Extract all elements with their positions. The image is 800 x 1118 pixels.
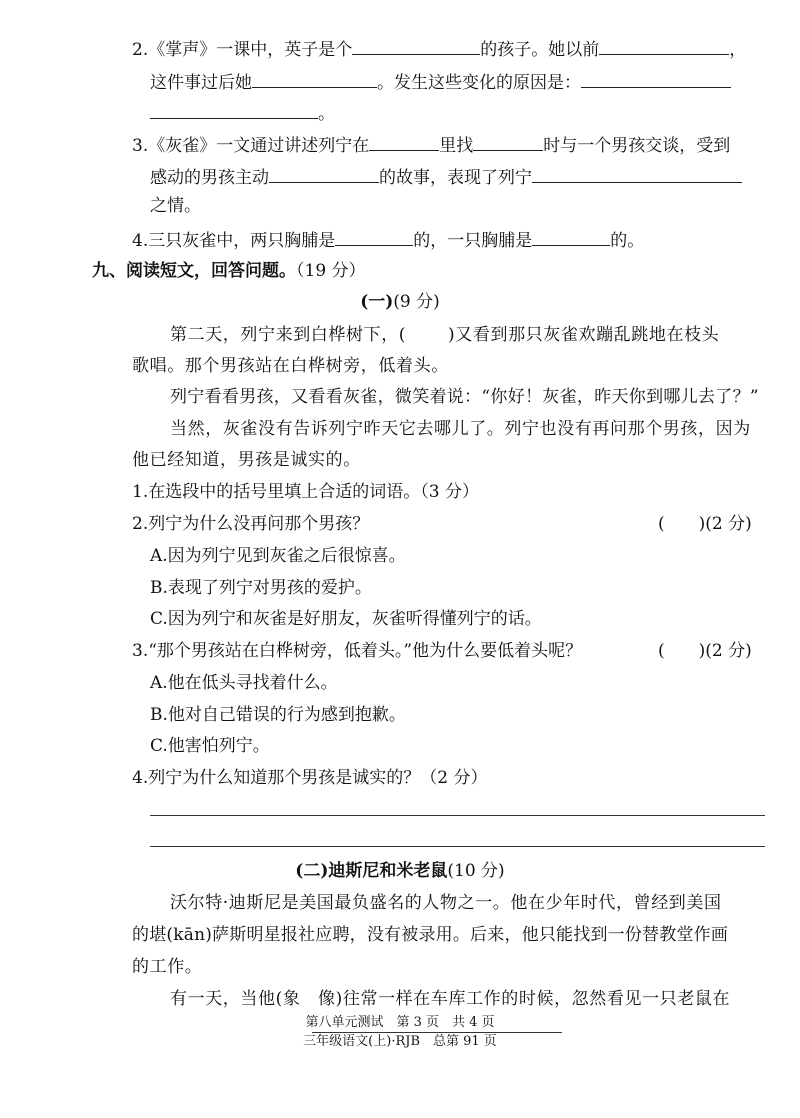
p1-question-3-option-a-text: A.他在低头寻找着什么。 (150, 673, 338, 693)
footer-divider (312, 1032, 562, 1033)
passage-2-line-2 (132, 924, 728, 946)
p1-question-3-option-c-text: C.他害怕列宁。 (150, 736, 270, 756)
p1-question-2-option-c-text: C.因为列宁和灰雀是好朋友，灰雀听得懂列宁的话。 (150, 609, 542, 629)
answer-line-2[interactable] (150, 846, 765, 847)
q4-line (132, 227, 644, 252)
page-footer-line-1 (0, 1015, 800, 1031)
q2-blank-1[interactable] (352, 36, 480, 55)
q3-blank-2[interactable] (473, 132, 543, 151)
q3-text-5: 的故事，表现了列宁 (379, 168, 532, 188)
page-footer-text-2: 三年级语文(上)·RJB 总第 91 页 (303, 1034, 497, 1049)
section-9-score: （19 分） (296, 261, 366, 281)
q4-text-3: 的。 (610, 231, 645, 251)
q4-text-1: 4.三只灰雀中，两只胸脯是 (132, 231, 336, 251)
p1-question-2-score[interactable] (658, 513, 752, 535)
section-9-heading (92, 260, 366, 282)
q3-text-4: 感动的男孩主动 (150, 168, 269, 188)
q2-line-2 (150, 69, 731, 94)
q2-text-3: ， (729, 40, 747, 60)
passage-2-line-3 (132, 956, 202, 978)
passage-2-title: (二)迪斯尼和米老鼠 (295, 861, 448, 881)
q3-text-3: 时与一个男孩交谈，受到 (543, 136, 731, 156)
passage-1-line-5 (132, 449, 361, 471)
q3-blank-1[interactable] (369, 132, 439, 151)
q2-blank-3[interactable] (252, 69, 377, 88)
p1-question-2-option-a (150, 545, 406, 567)
passage-1-heading (0, 291, 800, 313)
p1-question-1-text: 1.在选段中的括号里填上合适的词语。（3 分） (132, 482, 479, 502)
p1-question-1 (132, 481, 479, 503)
q4-blank-1[interactable] (335, 227, 413, 246)
q3-blank-4[interactable] (532, 164, 742, 183)
q3-line-3 (150, 195, 201, 217)
p1-question-2-option-b (150, 577, 372, 599)
p1-question-2-option-a-text: A.因为列宁见到灰雀之后很惊喜。 (150, 546, 406, 566)
passage-1-text-2: 列宁看看男孩，又看看灰雀，微笑着说：“你好！灰雀，昨天你到哪儿去了？” (170, 387, 759, 407)
p1-question-3-score[interactable] (658, 640, 752, 662)
p1-question-3-option-c (150, 735, 270, 757)
passage-1-line-3 (170, 386, 759, 408)
p1-question-3-text: 3.“那个男孩站在白桦树旁，低着头。”他为什么要低着头呢？ (132, 641, 583, 661)
q2-text-6: 。 (318, 104, 335, 124)
q2-line-1 (132, 36, 746, 61)
page-footer-text-1: 第八单元测试 第 3 页 共 4 页 (305, 1015, 495, 1030)
q3-text-1: 3.《灰雀》一文通过讲述列宁在 (132, 136, 370, 156)
q4-blank-2[interactable] (532, 227, 610, 246)
passage-1-text-1b: )又看到那只灰雀欢蹦乱跳地在枝头 (448, 325, 720, 345)
section-9-title: 九、阅读短文，回答问题。 (92, 261, 296, 281)
p1-question-3-option-b-text: B.他对自己错误的行为感到抱歉。 (150, 705, 406, 725)
p1-question-3-answer-bracket: ( )(2 分) (658, 641, 752, 661)
p1-question-2-text: 2.列宁为什么没再问那个男孩？ (132, 514, 370, 534)
passage-1-line-2 (132, 355, 449, 377)
p1-question-3-option-a (150, 672, 338, 694)
passage-1-score: (9 分) (393, 292, 440, 312)
q3-text-6: 之情。 (150, 196, 201, 216)
passage-2-heading (0, 860, 800, 882)
passage-2-score: (10 分) (447, 861, 505, 881)
q3-blank-3[interactable] (269, 164, 379, 183)
p1-question-3 (132, 640, 582, 662)
p1-question-2-answer-bracket: ( )(2 分) (658, 514, 752, 534)
page-footer-line-2 (0, 1034, 800, 1050)
p1-question-2 (132, 513, 369, 535)
passage-1-text-3b: 他已经知道，男孩是诚实的。 (132, 450, 361, 470)
passage-2-line-1 (170, 892, 722, 914)
passage-2-text-2: 的堪(kān)萨斯明星报社应聘，没有被录用。后来，他只能找到一份替教堂作画 (132, 925, 729, 945)
q2-text-5: 。发生这些变化的原因是： (377, 73, 581, 93)
q2-text-4: 这件事过后她 (150, 73, 252, 93)
q3-text-2: 里找 (439, 136, 474, 156)
passage-1-line-4 (170, 418, 751, 440)
answer-line-1[interactable] (150, 815, 765, 816)
q3-line-2 (150, 164, 742, 189)
passage-1-title: (一) (360, 292, 394, 312)
p1-question-2-option-b-text: B.表现了列宁对男孩的爱护。 (150, 578, 372, 598)
q3-line-1 (132, 132, 730, 157)
q2-line-3 (150, 100, 335, 125)
passage-1-text-1a: 第二天，列宁来到白桦树下，( (170, 325, 407, 345)
q4-text-2: 的，一只胸脯是 (413, 231, 533, 251)
p1-question-2-option-c (150, 608, 542, 630)
passage-2-text-3: 的工作。 (132, 957, 203, 977)
q2-text-2: 的孩子。她以前 (480, 40, 600, 60)
q2-text-1: 2.《掌声》一课中，英子是个 (132, 40, 353, 60)
p1-question-4 (132, 767, 487, 789)
passage-2-text-1: 沃尔特·迪斯尼是美国最负盛名的人物之一。他在少年时代，曾经到美国 (170, 893, 722, 913)
q2-blank-2[interactable] (599, 36, 729, 55)
p1-question-3-option-b (150, 704, 406, 726)
passage-1-text-3a: 当然，灰雀没有告诉列宁昨天它去哪儿了。列宁也没有再问那个男孩，因为 (170, 419, 751, 439)
q2-blank-4[interactable] (581, 69, 731, 88)
p1-question-4-text: 4.列宁为什么知道那个男孩是诚实的？（2 分） (132, 768, 488, 788)
passage-2-text-4: 有一天，当他(象 像)往常一样在车库工作的时候，忽然看见一只老鼠在 (170, 989, 731, 1009)
passage-1-line-1 (170, 324, 719, 346)
passage-1-text-1c: 歌唱。那个男孩站在白桦树旁，低着头。 (132, 356, 449, 376)
passage-2-line-4 (170, 988, 730, 1010)
q2-blank-5[interactable] (150, 100, 318, 119)
